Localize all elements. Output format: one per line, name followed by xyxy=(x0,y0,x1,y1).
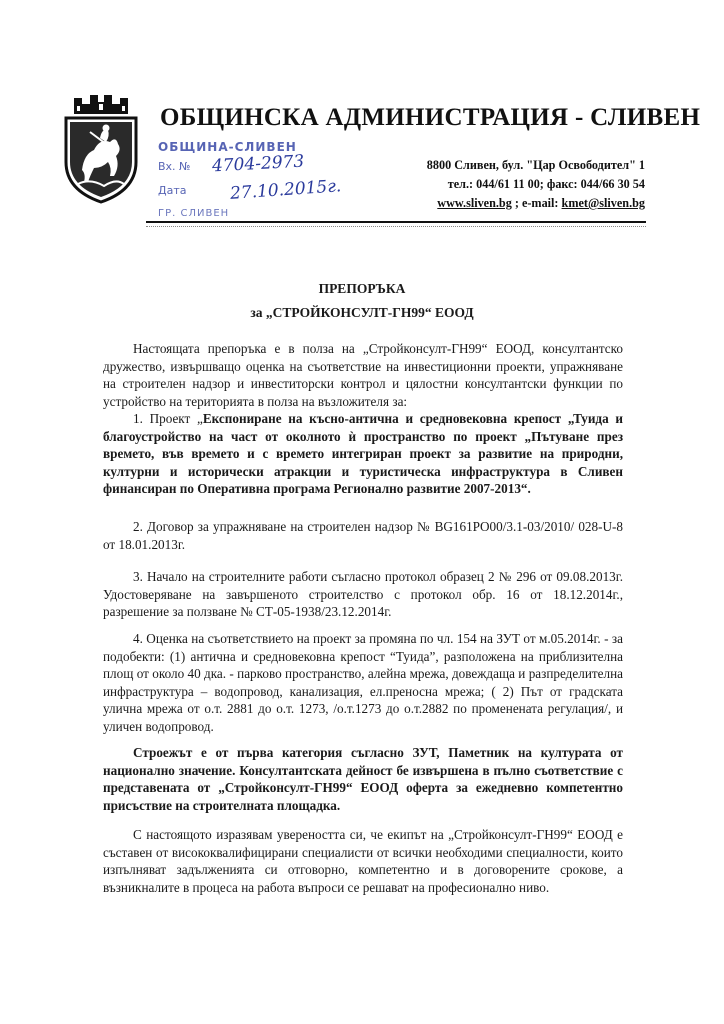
header-divider xyxy=(146,221,646,223)
item-1-project-title: Експониране на късно-антична и средновековна крепост „Туида и благоустройство на част от околното ѝ пространство по проект „Пътуване през времето, във времето и с времето интегриран проект за развитие на природни, културни и исторически атракции и туристическа инфраструктура в Сливен финансиран по Оперативна програма Регионално развитие 2007-2013“. xyxy=(103,411,623,496)
address-line: 8800 Сливен, бул. "Цар Освободител" 1 xyxy=(426,158,645,172)
email-link[interactable]: kmet@sliven.bg xyxy=(561,196,645,210)
item-1-prefix: 1. Проект „ xyxy=(133,411,203,426)
stamp-bottom-line: ГР. СЛИВЕН xyxy=(158,208,230,219)
email-prefix: ; e-mail: xyxy=(514,196,559,210)
document-subtitle: за „СТРОЙКОНСУЛТ-ГН99“ ЕООД xyxy=(250,305,474,320)
closing-paragraph: С настоящото изразявам увереността си, че екипът на „Стройконсулт-ГН99“ ЕООД е съставен от висококвалифицирани специалисти от всички необходими специалности, които изпълняват задълженията си отговорно, компетентно и в договорените срокове, а възникналите в процеса на работа въпроси се решават на професионално ниво. xyxy=(103,827,623,895)
sliven-coat-of-arms-icon xyxy=(60,92,142,204)
document-title: ПРЕПОРЪКА xyxy=(318,281,406,296)
header-divider-dotted xyxy=(146,226,646,227)
web-email-line xyxy=(427,194,645,213)
registration-stamp xyxy=(158,140,342,226)
stamp-date-prefix: Дата xyxy=(158,184,187,197)
website-link[interactable]: www.sliven.bg xyxy=(437,196,512,210)
item-1-paragraph xyxy=(103,410,623,498)
stamp-date-value: 27.10.2015г. xyxy=(229,176,342,204)
stamp-organization: ОБЩИНА-СЛИВЕН xyxy=(158,140,297,154)
contact-block xyxy=(427,156,645,213)
stamp-reg-number: 4704-2973 xyxy=(211,151,305,177)
phone-line: тел.: 044/61 11 00; факс: 044/66 30 54 xyxy=(447,177,645,191)
organization-name: ОБЩИНСКА АДМИНИСТРАЦИЯ - СЛИВЕН xyxy=(160,104,701,131)
item-2-paragraph: 2. Договор за упражняване на строителен надзор № BG161PO00/3.1-03/2010/ 028-U-8 от 18.01.2013г. xyxy=(103,519,623,552)
item-3-paragraph: 3. Начало на строителните работи съгласно протокол образец 2 № 296 от 09.08.2013г. Удостоверяване на завършеното строителство с протокол обр. 16 от 18.12.2014г., разрешение за ползване № СТ-05-1938/23.12.2014г. xyxy=(103,569,623,619)
item-4-paragraph: 4. Оценка на съответствието на проект за промяна по чл. 154 на ЗУТ от м.05.2014г. - за подобекти: (1) антична и средновековна крепост “Туида”, разположена на приблизителна площ от около 40 дка. - парково пространство, алейна мрежа, довеждаща и разпределителна инфраструктура – водопровод, канализация, ел.преносна мрежа; ( 2) Път от градската улична мрежа от о.т. 2881 до о.т. 1273, /о.т.1273 до о.т.2882 по променената регулация/, и уличен водопровод. xyxy=(103,631,623,734)
intro-paragraph: Настоящата препоръка е в полза на „Стройконсулт-ГН99“ ЕООД, консултантско дружество, извършващо оценка на съответствие на инвестиционни проекти, упражняване на строителен надзор и инвеститорски контрол и цялостни консултантски функции по устройство на територията в полза на възложителя за: xyxy=(103,341,623,409)
stamp-reg-prefix: Вх. № xyxy=(158,160,191,173)
category-paragraph: Строежът е от първа категория съгласно ЗУТ, Паметник на културата от национално значение. Консултантската дейност бе извършена в пълно съответствие с представената от „Стройконсулт-ГН99“ ЕООД оферта за ежедневно компетентно присъствие на строителната площадка. xyxy=(103,745,623,813)
